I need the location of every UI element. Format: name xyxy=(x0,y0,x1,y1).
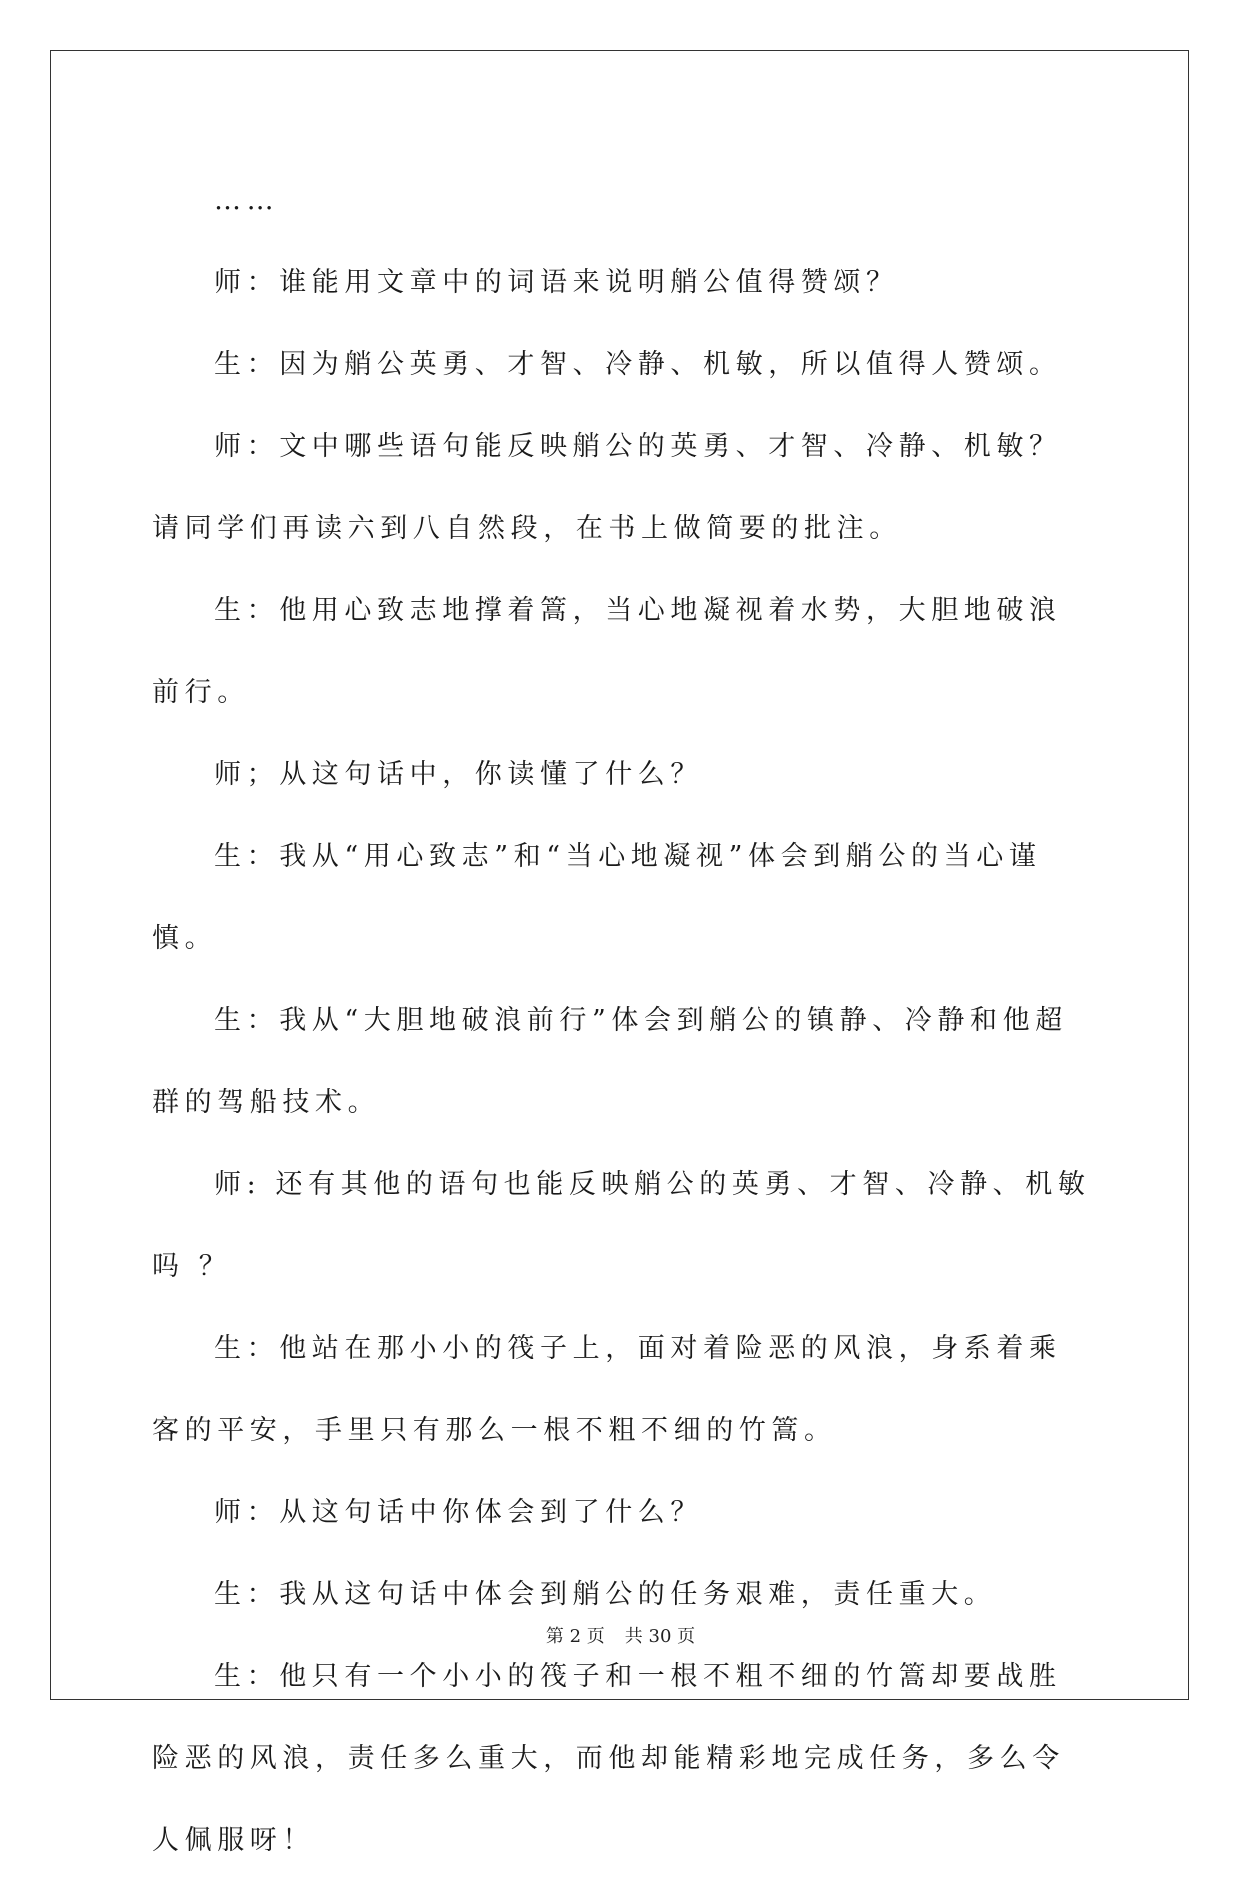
page-number: 第 2 页 xyxy=(545,1626,605,1647)
paragraph-teacher-question-1: 师：谁能用文章中的词语来说明艄公值得赞颂？ xyxy=(214,267,899,298)
paragraph-student-answer-3: 生：我从“用心致志”和“当心地凝视”体会到艄公的当心谨慎。 xyxy=(152,841,1042,954)
page-footer xyxy=(0,1622,1241,1648)
paragraph-ellipsis: …… xyxy=(214,185,280,216)
paragraph-student-answer-1: 生：因为艄公英勇、才智、冷静、机敏，所以值得人赞颂。 xyxy=(214,349,1062,380)
paragraph-teacher-question-2: 师：文中哪些语句能反映艄公的英勇、才智、冷静、机敏？请同学们再读六到八自然段，在书上做简要的批注。 xyxy=(152,431,1062,544)
paragraph-teacher-question-4: 师: 还有其他的语句也能反映艄公的英勇、才智、冷静、机敏吗 ？ xyxy=(152,1169,1091,1282)
paragraph-student-answer-6: 生：我从这句话中体会到艄公的任务艰难，责任重大。 xyxy=(214,1579,997,1610)
paragraph-teacher-question-3: 师；从这句话中，你读懂了什么？ xyxy=(214,759,703,790)
paragraph-teacher-question-5: 师：从这句话中你体会到了什么？ xyxy=(214,1497,703,1528)
page-total: 共 30 页 xyxy=(624,1626,696,1647)
paragraph-student-answer-7: 生：他只有一个小小的筏子和一根不粗不细的竹篙却要战胜险恶的风浪，责任多么重大，而他却能精彩地完成任务，多么令人佩服呀！ xyxy=(152,1661,1065,1856)
paragraph-student-answer-5: 生：他站在那小小的筏子上，面对着险恶的风浪，身系着乘客的平安，手里只有那么一根不粗不细的竹篙。 xyxy=(152,1333,1062,1446)
paragraph-student-answer-4: 生：我从“大胆地破浪前行”体会到艄公的镇静、冷静和他超群的驾船技术。 xyxy=(152,1005,1068,1118)
paragraph-student-answer-2: 生：他用心致志地撑着篙，当心地凝视着水势，大胆地破浪前行。 xyxy=(152,595,1062,708)
